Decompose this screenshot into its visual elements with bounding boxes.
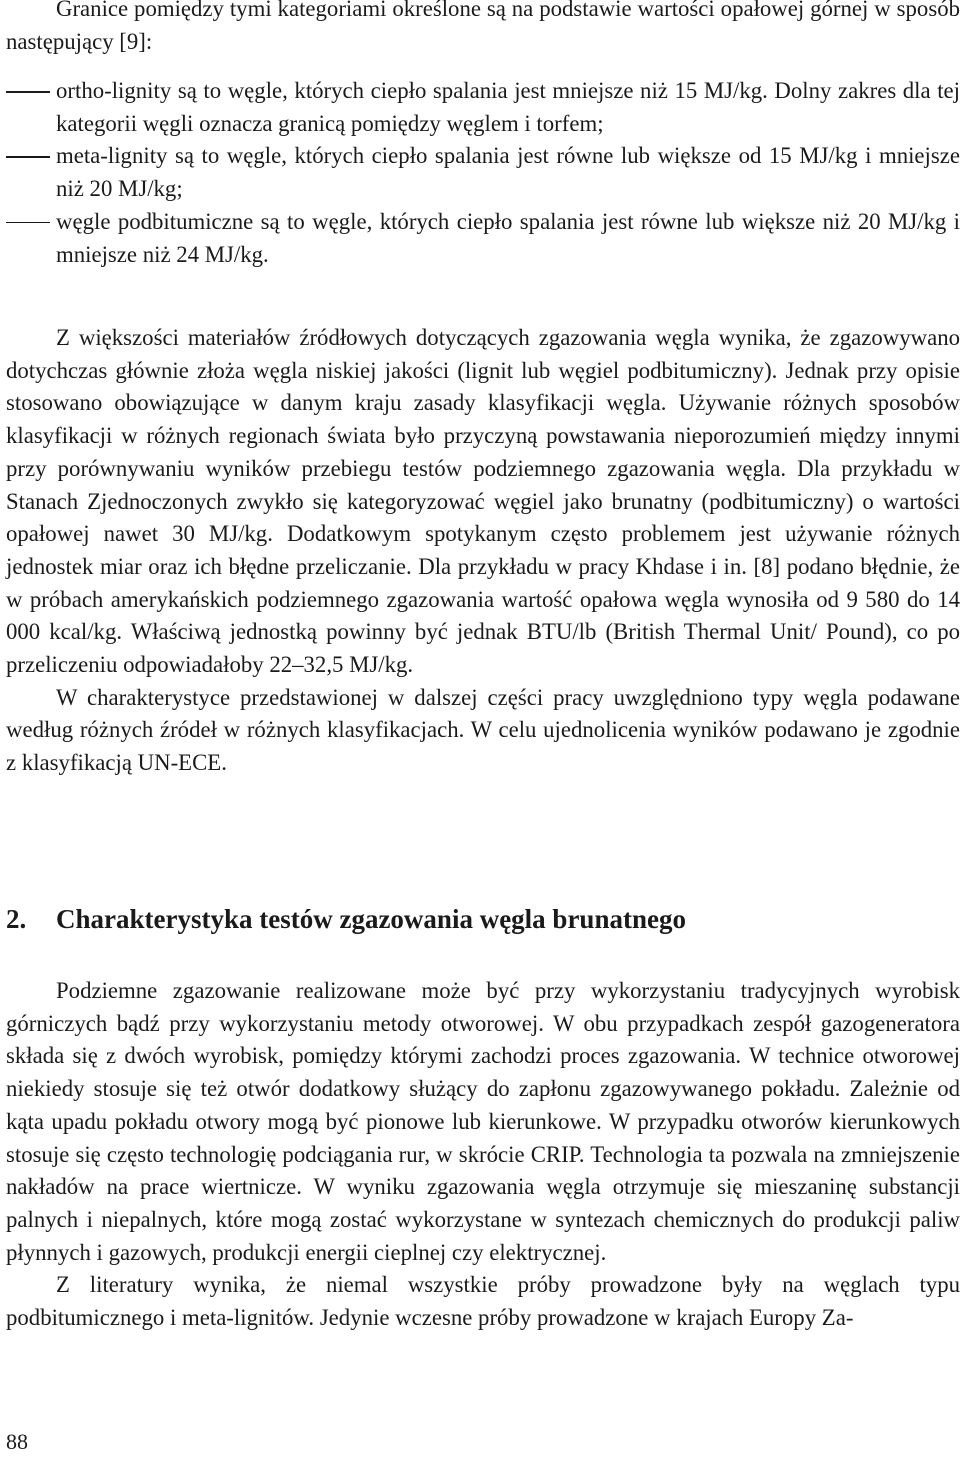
page-number: 88 — [6, 1429, 28, 1454]
paragraph-characteristic: W charakterystyce przedstawionej w dalszej części pracy uwzględniono typy węgla podawane według różnych źródeł w różnych klasyfikacjach. W celu ujednolicenia wyników podawano je zgodnie z klasyfikacją UN-ECE. — [6, 684, 960, 776]
paragraph-underground: Podziemne zgazowanie realizowane może być przy wykorzystaniu tradycyjnych wyrobisk górniczych bądź przy wykorzystaniu metody otworowej. W obu przypadkach zespół gazogeneratora składa się z dwóch wyrobisk, pomiędzy którymi zachodzi proces zgazowania. W technice otworowej niekiedy stosuje się też otwór dodatkowy służący do zapłonu zgazowywanego pokładu. Zależnie od kąta upadu pokładu otwory mogą być pionowe lub kierunkowe. W przypadku otworów kierunkowych stosuje się często technologię podciągania rur, w skrócie CRIP. Technologia ta pozwala na zmniejszenie nakładów na prace wiertnicze. W wyniku zgazowania węgla otrzymuje się mieszaninę substancji palnych i niepalnych, które mogą zostać wykorzystane w syntezach chemicznych do produkcji paliw płynnych i gazowych, produkcji energii cieplnej czy elektrycznej. — [6, 978, 960, 1265]
intro-paragraph: Granice pomiędzy tymi kategoriami określone są na podstawie wartości opałowej górnej w sposób następujący [9]: — [6, 0, 960, 54]
list-item: ortho-lignity są to węgle, których ciepło spalania jest mniejsze niż 15 MJ/kg. Dolny zakres dla tej kategorii węgli oznacza granicą pomiędzy węglem i torfem; — [6, 75, 960, 140]
section-heading — [6, 899, 960, 939]
classification-list — [6, 75, 960, 271]
section-number: 2. — [6, 904, 27, 934]
list-item: meta-lignity są to węgle, których ciepło spalania jest równe lub większe od 15 MJ/kg i mniejsze niż 20 MJ/kg; — [6, 140, 960, 205]
body-section-1 — [6, 322, 960, 780]
paragraph-literature: Z literatury wynika, że niemal wszystkie próby prowadzone były na węglach typu podbitumicznego i meta-lignitów. Jedynie wczesne próby prowadzone w krajach Europy Za- — [6, 1272, 960, 1331]
body-section-2 — [6, 975, 960, 1335]
paragraph-materials: Z większości materiałów źródłowych dotyczących zgazowania węgla wynika, że zgazowywano dotychczas głównie złoża węgla niskiej jakości (lignit lub węgiel podbitumiczny). Jednak przy opisie stosowano obowiązujące w danym kraju zasady klasyfikacji węgla. Używanie różnych sposobów klasyfikacji w różnych regionach świata było przyczyną powstawania nieporozumień między innymi przy porównywaniu wyników przebiegu testów podziemnego zgazowania węgla. Dla przykładu w Stanach Zjednoczonych zwykło się kategoryzować węgiel jako brunatny (podbitumiczny) o wartości opałowej nawet 30 MJ/kg. Dodatkowym spotykanym często problemem jest używanie różnych jednostek miar oraz ich błędne przeliczanie. Dla przykładu w pracy Khdase i in. [8] podano błędnie, że w próbach amerykańskich podziemnego zgazowania wartość opałowa węgla wynosiła od 9 580 do 14 000 kcal/kg. Właściwą jednostką powinny być jednak BTU/lb (British Thermal Unit/ Pound), co po przeliczeniu odpowiadałoby 22–32,5 MJ/kg. — [6, 325, 960, 678]
dash-bullet — [6, 222, 50, 224]
dash-bullet — [6, 91, 50, 93]
list-item: węgle podbitumiczne są to węgle, których ciepło spalania jest równe lub większe niż 20 MJ/kg i mniejsze niż 24 MJ/kg. — [6, 206, 960, 271]
dash-bullet — [6, 156, 50, 158]
section-title: Charakterystyka testów zgazowania węgla brunatnego — [56, 904, 686, 934]
